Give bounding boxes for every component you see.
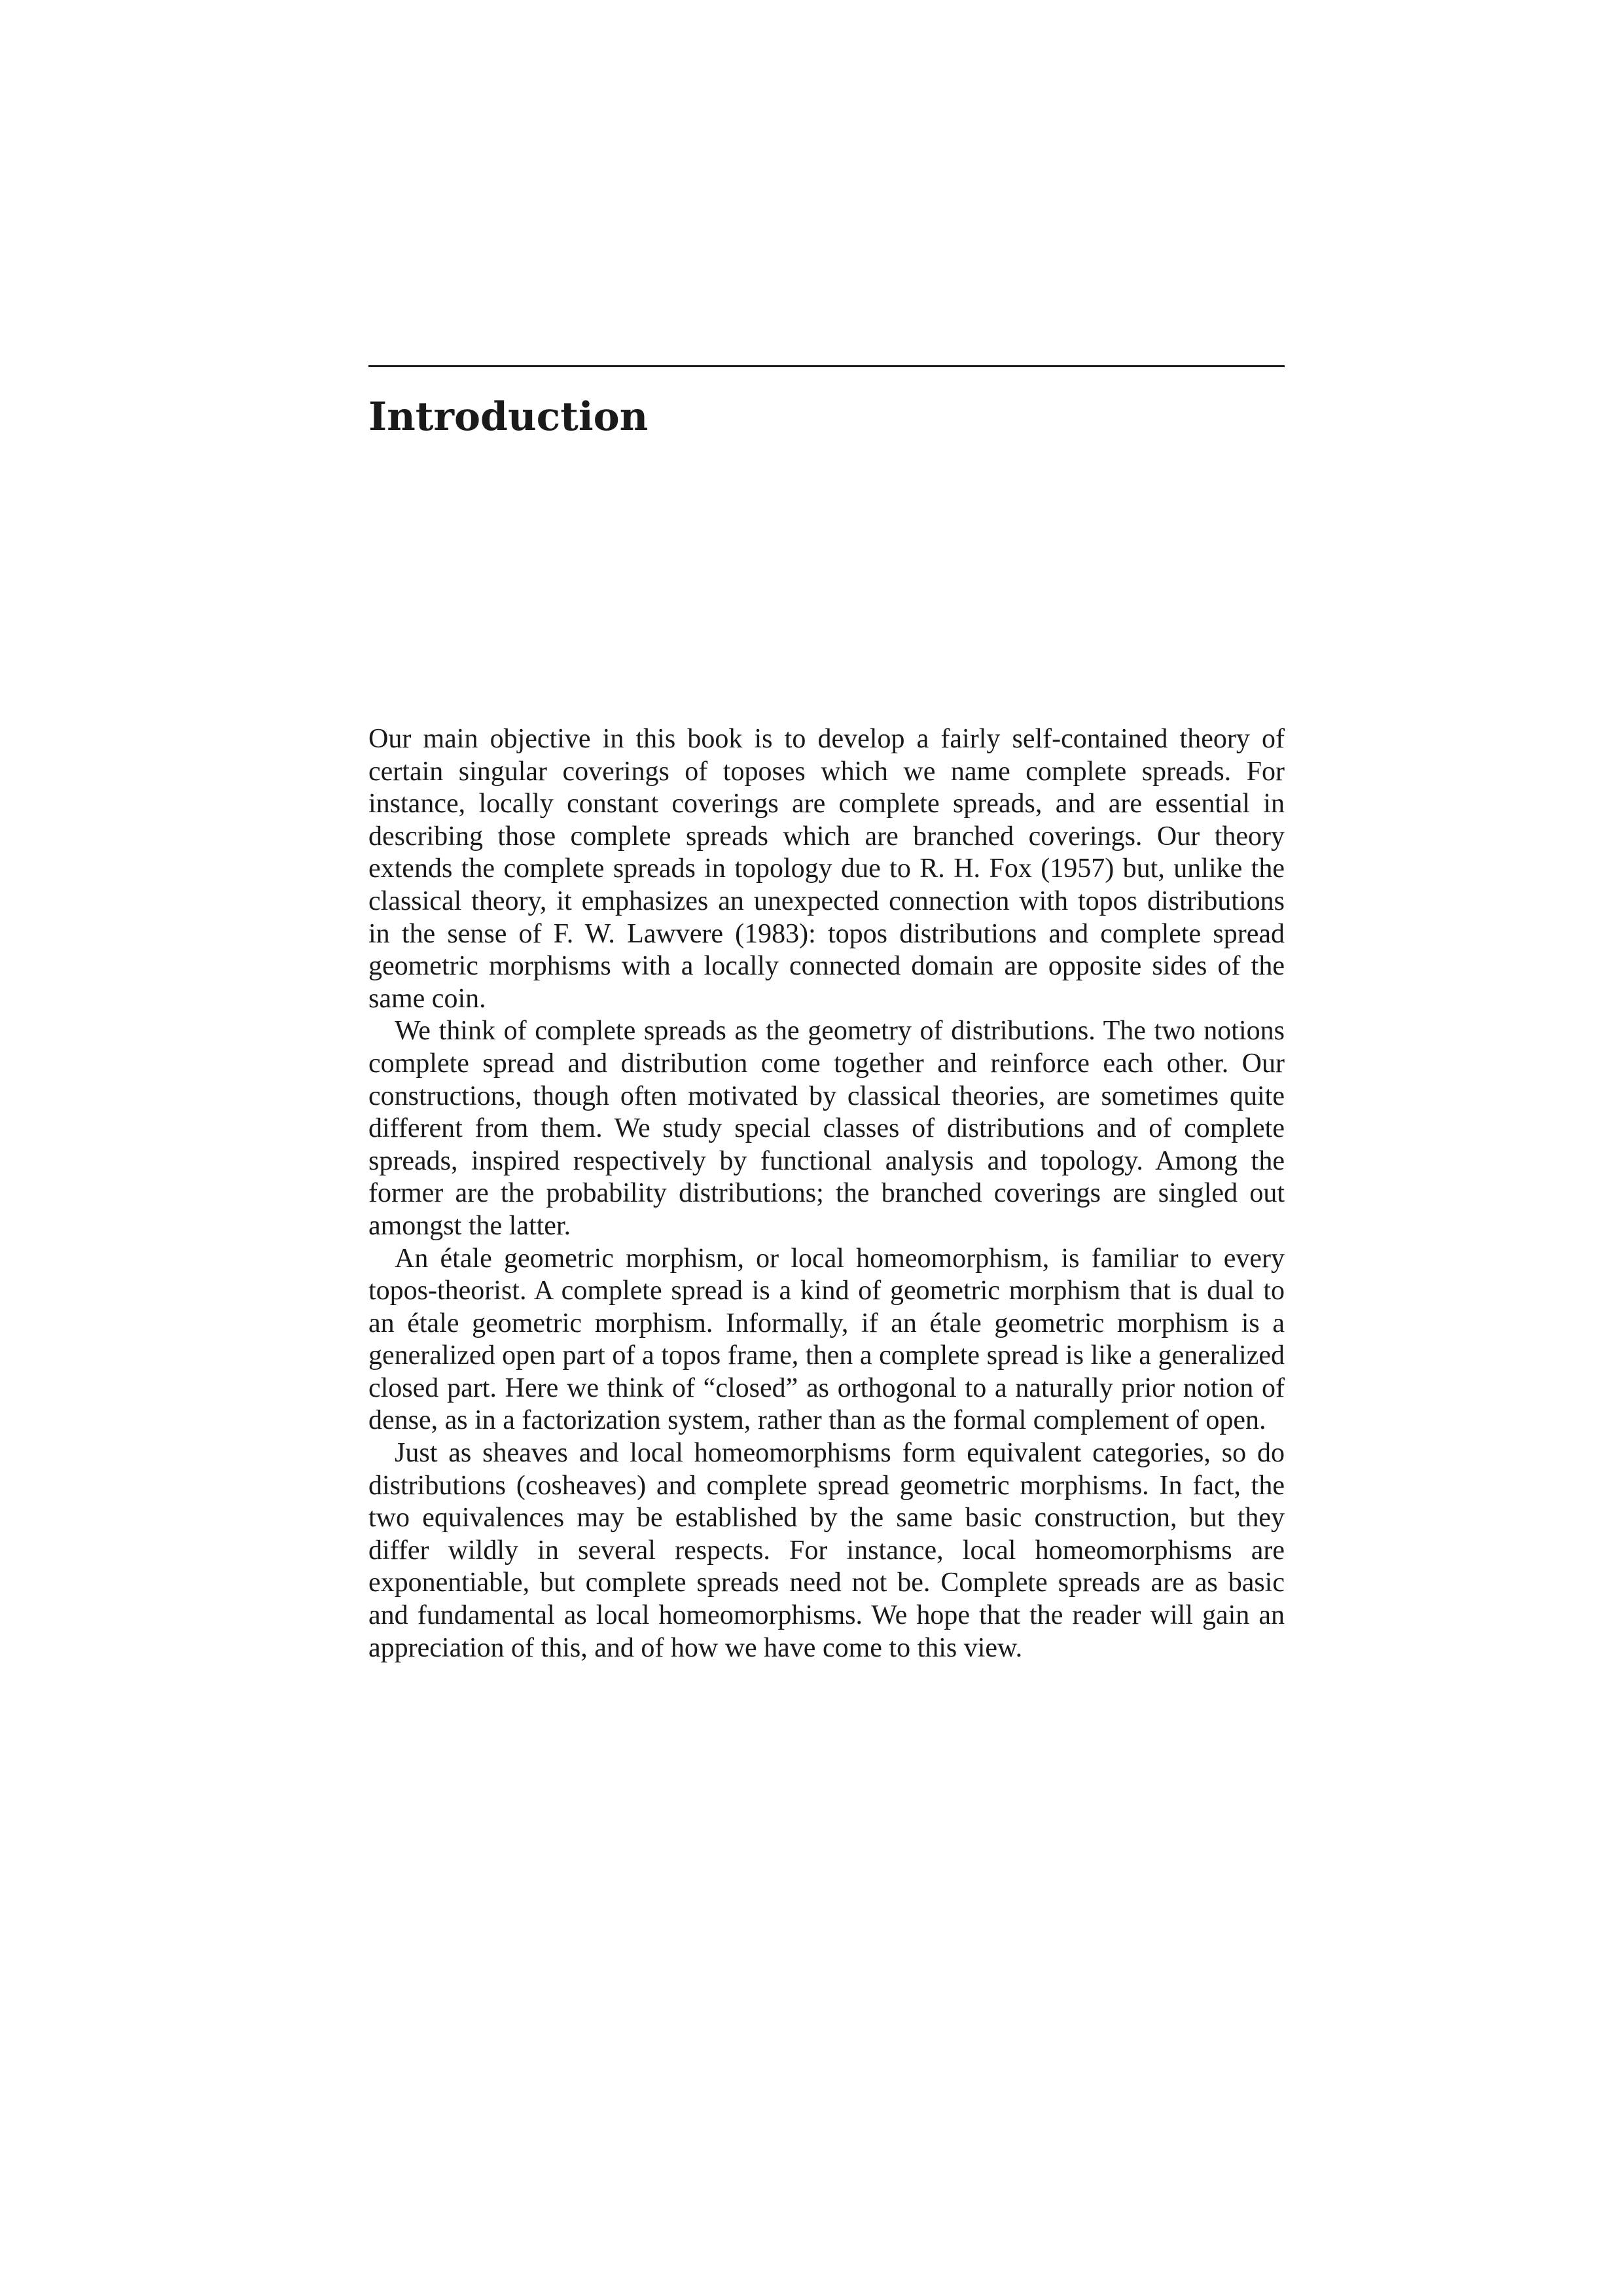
chapter-body (368, 723, 1285, 1664)
paragraph: Just as sheaves and local homeomorphisms form equivalent categories, so do distributions (cosheaves) and complete spread geometric morphisms. In fact, the two equivalences may be established by the same basic construction, but they differ wildly in several respects. For instance, local homeomorphisms are exponentiable, but complete spreads need not be. Complete spreads are as basic and fundamental as local homeomorphisms. We hope that the reader will gain an appreciation of this, and of how we have come to this view. (368, 1438, 1285, 1663)
chapter-header-rule (368, 365, 1285, 367)
paragraph: We think of complete spreads as the geometry of distributions. The two notions complete spread and distribution come together and reinforce each other. Our constructions, though often motivated by classical theories, are sometimes quite different from them. We study special classes of distributions and of complete spreads, inspired respectively by functional analysis and topology. Among the former are the probability distributions; the branched coverings are singled out amongst the latter. (368, 1016, 1285, 1241)
paragraph: An étale geometric morphism, or local homeomorphism, is familiar to every topos-theorist. A complete spread is a kind of geometric morphism that is dual to an étale geometric morphism. Informally, if an étale geometric morphism is a generalized open part of a topos frame, then a complete spread is like a generalized closed part. Here we think of “closed” as orthogonal to a naturally prior notion of dense, as in a factorization system, rather than as the formal complement of open. (368, 1243, 1285, 1436)
chapter-title: Introduction (368, 394, 649, 440)
paragraph: Our main objective in this book is to develop a fairly self-contained theory of certain singular coverings of toposes which we name complete spreads. For instance, locally constant coverings are complete spreads, and are essential in describing those complete spreads which are branched coverings. Our theory extends the complete spreads in topology due to R. H. Fox (1957) but, unlike the classical theory, it emphasizes an unexpected connection with topos distributions in the sense of F. W. Lawvere (1983): topos distributions and complete spread geometric morphisms with a locally connected domain are opposite sides of the same coin. (368, 724, 1285, 1014)
